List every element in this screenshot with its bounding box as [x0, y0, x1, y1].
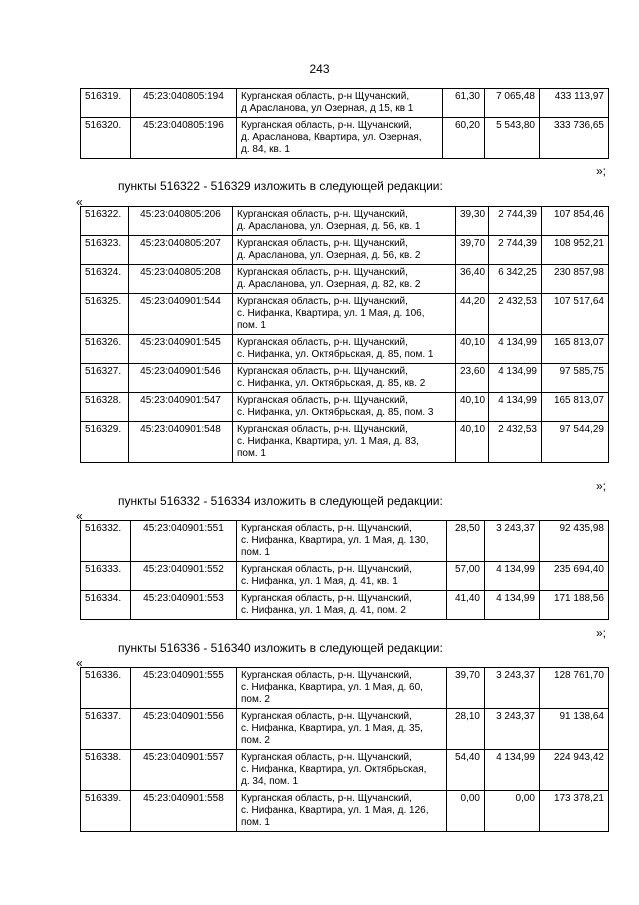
total-value: 107 854,46	[542, 207, 609, 236]
address-line: с. Нифанка, Квартира, ул. 1 Мая, д. 83,	[237, 436, 419, 447]
address-cell	[233, 364, 456, 393]
area-value: 44,20	[456, 294, 489, 335]
total-value: 235 694,40	[540, 562, 609, 591]
area-value: 36,40	[456, 265, 489, 294]
cadastral-number: 45:23:040901:556	[131, 709, 237, 750]
address-line: с. Нифанка, Квартира, ул. 1 Мая, д. 126,	[241, 805, 429, 816]
area-value: 39,70	[447, 668, 485, 709]
unit-price: 2 744,39	[489, 207, 542, 236]
address-line: пом. 1	[237, 448, 266, 459]
row-number: 516319.	[81, 89, 131, 118]
unit-price: 5 543,80	[485, 118, 540, 159]
total-value: 171 188,56	[540, 591, 609, 620]
address-cell	[237, 791, 447, 832]
total-value: 333 736,65	[540, 118, 609, 159]
cadastral-number: 45:23:040901:548	[129, 422, 233, 463]
area-value: 60,20	[443, 118, 485, 159]
instruction-text: пункты 516336 - 516340 изложить в следующей редакции:	[118, 641, 443, 655]
address-cell	[233, 207, 456, 236]
address-cell	[237, 668, 447, 709]
address-line: д. Арасланова, ул. Озерная, д. 56, кв. 2	[237, 250, 421, 261]
address-line: Курганская область, р-н. Щучанский,	[241, 711, 412, 722]
row-number: 516327.	[81, 364, 129, 393]
address-line: Курганская область, р-н. Щучанский,	[237, 366, 408, 377]
total-value: 165 813,07	[542, 335, 609, 364]
unit-price: 3 243,37	[485, 709, 540, 750]
unit-price: 2 432,53	[489, 422, 542, 463]
unit-price: 2 432,53	[489, 294, 542, 335]
total-value: 230 857,98	[542, 265, 609, 294]
address-line: Курганская область, р-н. Щучанский,	[241, 120, 412, 131]
table-row	[81, 294, 609, 335]
area-value: 54,40	[447, 750, 485, 791]
address-line: пом. 2	[241, 735, 270, 746]
address-line: Курганская область, р-н. Щучанский,	[237, 267, 408, 278]
row-number: 516325.	[81, 294, 129, 335]
unit-price: 2 744,39	[489, 236, 542, 265]
closing-quote: »;	[596, 626, 607, 640]
address-line: Курганская область, р-н. Щучанский,	[241, 593, 412, 604]
unit-price: 4 134,99	[485, 750, 540, 791]
cadastral-number: 45:23:040901:551	[131, 521, 237, 562]
opening-quote: «	[76, 656, 83, 670]
unit-price: 4 134,99	[489, 393, 542, 422]
address-line: д. Арасланова, ул. Озерная, д. 56, кв. 1	[237, 221, 421, 232]
area-value: 40,10	[456, 393, 489, 422]
table-row	[81, 89, 609, 118]
row-number: 516339.	[81, 791, 131, 832]
table-row	[81, 791, 609, 832]
row-number: 516320.	[81, 118, 131, 159]
cadastral-number: 45:23:040805:208	[129, 265, 233, 294]
total-value: 97 544,29	[542, 422, 609, 463]
address-line: пом. 2	[241, 694, 270, 705]
unit-price: 7 065,48	[485, 89, 540, 118]
row-number: 516337.	[81, 709, 131, 750]
cadastral-number: 45:23:040901:552	[131, 562, 237, 591]
address-line: Курганская область, р-н. Щучанский,	[241, 752, 412, 763]
unit-price: 3 243,37	[485, 668, 540, 709]
cadastral-number: 45:23:040901:555	[131, 668, 237, 709]
table-row	[81, 562, 609, 591]
total-value: 433 113,97	[540, 89, 609, 118]
property-table-3	[80, 520, 609, 620]
address-cell	[233, 422, 456, 463]
address-cell	[233, 236, 456, 265]
address-line: Курганская область, р-н. Щучанский,	[241, 793, 412, 804]
row-number: 516324.	[81, 265, 129, 294]
cadastral-number: 45:23:040805:207	[129, 236, 233, 265]
address-line: с. Нифанка, Квартира, ул. 1 Мая, д. 130,	[241, 535, 429, 546]
total-value: 92 435,98	[540, 521, 609, 562]
row-number: 516323.	[81, 236, 129, 265]
property-table-2	[80, 206, 609, 463]
address-line: с. Нифанка, Квартира, ул. 1 Мая, д. 106,	[237, 308, 425, 319]
address-line: пом. 1	[241, 817, 270, 828]
address-line: Курганская область, р-н Щучанский,	[241, 91, 410, 102]
page-number: 243	[309, 62, 330, 76]
unit-price: 4 134,99	[485, 591, 540, 620]
table-row	[81, 668, 609, 709]
address-line: Курганская область, р-н. Щучанский,	[237, 238, 408, 249]
area-value: 41,40	[447, 591, 485, 620]
area-value: 40,10	[456, 422, 489, 463]
total-value: 91 138,64	[540, 709, 609, 750]
table-row	[81, 207, 609, 236]
area-value: 39,70	[456, 236, 489, 265]
address-cell	[237, 591, 447, 620]
address-cell	[233, 294, 456, 335]
address-cell	[237, 562, 447, 591]
address-cell	[233, 265, 456, 294]
address-cell	[233, 335, 456, 364]
address-cell	[237, 709, 447, 750]
address-line: Курганская область, р-н. Щучанский,	[241, 523, 412, 534]
cadastral-number: 45:23:040805:206	[129, 207, 233, 236]
total-value: 108 952,21	[542, 236, 609, 265]
cadastral-number: 45:23:040805:194	[131, 89, 237, 118]
closing-quote: »;	[596, 164, 607, 178]
address-cell	[237, 521, 447, 562]
row-number: 516336.	[81, 668, 131, 709]
unit-price: 3 243,37	[485, 521, 540, 562]
total-value: 97 585,75	[542, 364, 609, 393]
table-row	[81, 393, 609, 422]
address-line: д. 34, пом. 1	[241, 776, 299, 787]
row-number: 516338.	[81, 750, 131, 791]
cadastral-number: 45:23:040901:544	[129, 294, 233, 335]
table-row	[81, 265, 609, 294]
area-value: 39,30	[456, 207, 489, 236]
area-value: 28,10	[447, 709, 485, 750]
table-row	[81, 750, 609, 791]
instruction-text: пункты 516332 - 516334 изложить в следующей редакции:	[118, 494, 443, 508]
unit-price: 4 134,99	[489, 364, 542, 393]
address-line: Курганская область, р-н. Щучанский,	[237, 209, 408, 220]
total-value: 173 378,21	[540, 791, 609, 832]
table-row	[81, 422, 609, 463]
total-value: 128 761,70	[540, 668, 609, 709]
area-value: 23,60	[456, 364, 489, 393]
opening-quote: «	[76, 195, 83, 209]
instruction-text: пункты 516322 - 516329 изложить в следующей редакции:	[118, 179, 443, 193]
property-table-4	[80, 667, 609, 832]
cadastral-number: 45:23:040901:546	[129, 364, 233, 393]
row-number: 516332.	[81, 521, 131, 562]
unit-price: 0,00	[485, 791, 540, 832]
total-value: 224 943,42	[540, 750, 609, 791]
table-row	[81, 236, 609, 265]
address-line: пом. 1	[237, 320, 266, 331]
unit-price: 4 134,99	[489, 335, 542, 364]
table-row	[81, 118, 609, 159]
area-value: 57,00	[447, 562, 485, 591]
cadastral-number: 45:23:040901:558	[131, 791, 237, 832]
address-cell	[237, 118, 443, 159]
address-line: д. 84, кв. 1	[241, 144, 290, 155]
area-value: 0,00	[447, 791, 485, 832]
address-line: с. Нифанка, ул. 1 Мая, д. 41, пом. 2	[241, 605, 406, 616]
address-line: Курганская область, р-н. Щучанский,	[241, 670, 412, 681]
address-line: д. Арасланова, ул. Озерная, д. 82, кв. 2	[237, 279, 421, 290]
row-number: 516326.	[81, 335, 129, 364]
total-value: 107 517,64	[542, 294, 609, 335]
table-row	[81, 709, 609, 750]
address-line: с. Нифанка, ул. Октябрьская, д. 85, пом. 1	[237, 349, 434, 360]
address-line: Курганская область, р-н. Щучанский,	[237, 395, 408, 406]
table-row	[81, 591, 609, 620]
cadastral-number: 45:23:040805:196	[131, 118, 237, 159]
opening-quote: «	[76, 509, 83, 523]
address-line: д. Арасланова, Квартира, ул. Озерная,	[241, 132, 422, 143]
address-cell	[233, 393, 456, 422]
area-value: 40,10	[456, 335, 489, 364]
property-table-1	[80, 88, 609, 159]
row-number: 516322.	[81, 207, 129, 236]
area-value: 28,50	[447, 521, 485, 562]
address-cell	[237, 750, 447, 791]
address-line: Курганская область, р-н. Щучанский,	[237, 337, 408, 348]
closing-quote: »;	[596, 479, 607, 493]
total-value: 165 813,07	[542, 393, 609, 422]
address-line: с. Нифанка, Квартира, ул. Октябрьская,	[241, 764, 427, 775]
address-line: Курганская область, р-н. Щучанский,	[237, 424, 408, 435]
table-row	[81, 521, 609, 562]
address-line: с. Нифанка, Квартира, ул. 1 Мая, д. 60,	[241, 682, 423, 693]
cadastral-number: 45:23:040901:557	[131, 750, 237, 791]
address-cell	[237, 89, 443, 118]
cadastral-number: 45:23:040901:553	[131, 591, 237, 620]
unit-price: 4 134,99	[485, 562, 540, 591]
row-number: 516333.	[81, 562, 131, 591]
address-line: с. Нифанка, Квартира, ул. 1 Мая, д. 35,	[241, 723, 423, 734]
address-line: пом. 1	[241, 547, 270, 558]
address-line: Курганская область, р-н. Щучанский,	[241, 564, 412, 575]
table-row	[81, 364, 609, 393]
row-number: 516334.	[81, 591, 131, 620]
cadastral-number: 45:23:040901:545	[129, 335, 233, 364]
table-row	[81, 335, 609, 364]
unit-price: 6 342,25	[489, 265, 542, 294]
address-line: с. Нифанка, ул. 1 Мая, д. 41, кв. 1	[241, 576, 398, 587]
address-line: с. Нифанка, ул. Октябрьская, д. 85, пом. 3	[237, 407, 434, 418]
cadastral-number: 45:23:040901:547	[129, 393, 233, 422]
address-line: Курганская область, р-н. Щучанский,	[237, 296, 408, 307]
row-number: 516328.	[81, 393, 129, 422]
row-number: 516329.	[81, 422, 129, 463]
address-line: с. Нифанка, ул. Октябрьская, д. 85, кв. 2	[237, 378, 426, 389]
address-line: д Арасланова, ул Озерная, д 15, кв 1	[241, 103, 414, 114]
area-value: 61,30	[443, 89, 485, 118]
